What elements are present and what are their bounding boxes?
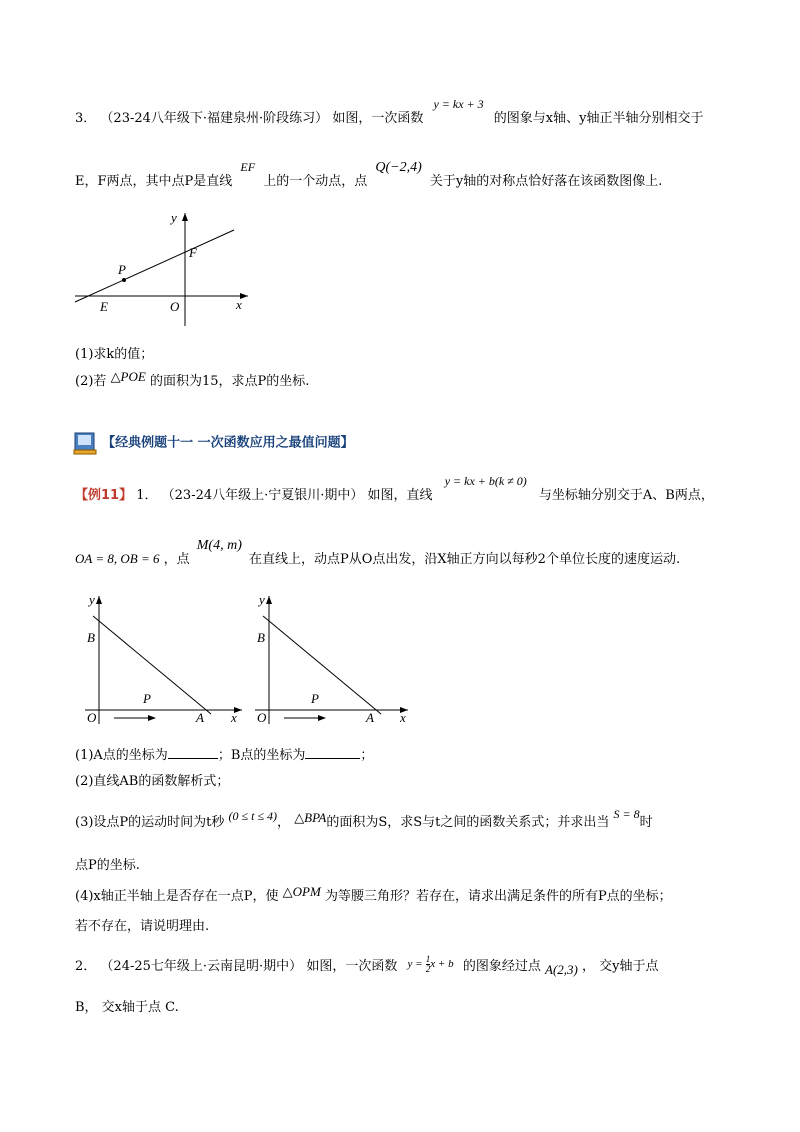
- y-axis-label: y: [171, 210, 177, 225]
- problem-2-line1: [75, 953, 659, 977]
- label-p: P: [118, 262, 126, 277]
- equation: y = kx + b(k ≠ 0): [444, 474, 527, 488]
- y-axis-label: y: [259, 592, 265, 607]
- section-title: 【经典例题十一 一次函数应用之最值问题】: [102, 435, 354, 451]
- problem-number: 2．: [75, 959, 97, 974]
- label-p: P: [311, 691, 319, 706]
- line-ef: [75, 230, 234, 302]
- question-text: 点P的坐标.: [75, 858, 140, 873]
- line-ab: [263, 616, 381, 714]
- question-text: 为等腰三角形？若存在，请求出满足条件的所有P点的坐标；: [324, 889, 672, 904]
- question-text: (1)求k的值；: [75, 347, 154, 362]
- example-11-line2: [75, 538, 681, 570]
- question-2: [75, 772, 229, 792]
- problem-3-line2: [75, 160, 663, 192]
- time-range: (0 ≤ t ≤ 4): [228, 809, 278, 823]
- label-o: O: [170, 299, 180, 314]
- question-3: [75, 807, 653, 833]
- question-text: 若不存在，请说明理由.: [75, 919, 210, 934]
- label-a: A: [196, 710, 204, 725]
- problem-text: 的图象经过点: [462, 959, 541, 974]
- y-axis-label: y: [89, 592, 95, 607]
- question-text: 的面积为15，求点P的坐标.: [149, 374, 310, 389]
- point-a: A(2,3): [545, 962, 578, 977]
- problem-text: B， 交x轴于点 C.: [75, 1000, 179, 1015]
- equation: y = kx + 3: [433, 97, 484, 111]
- problem-3-line1: [75, 97, 704, 129]
- label-p: P: [143, 691, 151, 706]
- point-m: M(4, m): [196, 538, 242, 553]
- label-o: O: [257, 710, 267, 725]
- label-b: B: [87, 630, 95, 645]
- problem-text: 的图象与x轴、y轴正半轴分别相交于: [493, 111, 704, 126]
- problem-2-line2: [75, 998, 179, 1018]
- problem-text: ， 交y轴于点: [582, 959, 659, 974]
- question-text: (4)x轴正半轴上是否存在一点P，使: [75, 889, 279, 904]
- line-label: EF: [240, 160, 256, 174]
- problem-text: 如图，一次函数: [332, 111, 424, 126]
- question-text: ；B点的坐标为: [217, 748, 306, 763]
- problem-text: 关于y轴的对称点恰好落在该函数图像上.: [429, 174, 663, 189]
- book-icon: [72, 430, 98, 456]
- problem-text: ，点: [163, 552, 190, 567]
- point-p-dot: [122, 278, 126, 282]
- figure-line-ef: [70, 205, 255, 330]
- question-text: 时: [639, 815, 653, 830]
- question-text: (2)若: [75, 374, 107, 389]
- point-q: Q(−2,4): [375, 160, 422, 175]
- fraction-denominator: 2: [425, 963, 431, 974]
- figure-left: [80, 588, 250, 728]
- question-4-cont: [75, 917, 209, 937]
- question-text: ，: [277, 815, 291, 830]
- question-3-cont: [75, 856, 140, 876]
- question-text: (3)设点P的运动时间为t秒: [75, 815, 225, 830]
- section-header: [72, 430, 354, 456]
- problem-text: 在直线上，动点P从O点出发，沿X轴正方向以每秒2个单位长度的速度运动.: [249, 552, 681, 567]
- triangle-poe: △POE: [110, 369, 146, 384]
- question-text: (2)直线AB的函数解析式；: [75, 774, 230, 789]
- label-o: O: [87, 710, 97, 725]
- example-11-line1: [75, 474, 714, 506]
- answer-blank[interactable]: [168, 746, 218, 759]
- question-text: ；: [360, 748, 374, 763]
- label-a: A: [366, 710, 374, 725]
- x-axis-label: x: [231, 710, 237, 725]
- line-ab: [93, 616, 211, 714]
- problem-text: E，F两点，其中点P是直线: [75, 174, 233, 189]
- x-axis-label: x: [236, 297, 242, 312]
- equation-lhs: y =: [407, 958, 423, 970]
- problem-number: 3．: [75, 111, 97, 126]
- figure-right: [250, 588, 420, 728]
- triangle-opm: △OPM: [282, 884, 321, 899]
- question-4: [75, 886, 672, 907]
- answer-blank[interactable]: [305, 746, 360, 759]
- problem-text: 上的一个动点，点: [263, 174, 368, 189]
- question-1: [75, 746, 373, 766]
- x-axis-label: x: [400, 710, 406, 725]
- example-label: 【例11】: [75, 488, 133, 503]
- question-text: 的面积为S，求S与t之间的函数关系式；并求出当: [326, 815, 610, 830]
- question-2: [75, 371, 309, 392]
- equation: [407, 953, 456, 974]
- label-f: F: [189, 245, 197, 260]
- question-1: [75, 345, 153, 365]
- problem-text: 如图，一次函数: [306, 959, 398, 974]
- s-value: S = 8: [613, 807, 640, 821]
- problem-source: （24-25七年级上·云南昆明·期中）: [100, 959, 303, 974]
- label-b: B: [257, 630, 265, 645]
- fraction-numerator: 1: [425, 953, 431, 964]
- problem-text: 与坐标轴分别交于A、B两点，: [538, 488, 714, 503]
- problem-text: 如图，直线: [367, 488, 433, 503]
- lengths: OA = 8, OB = 6: [75, 551, 160, 566]
- triangle-bpa: △BPA: [294, 810, 327, 825]
- question-text: (1)A点的坐标为: [75, 748, 168, 763]
- problem-source: （23-24八年级下·福建泉州·阶段练习）: [100, 111, 329, 126]
- problem-source: （23-24八年级上·宁夏银川·期中）: [161, 488, 364, 503]
- equation-rhs: x + b: [430, 958, 454, 970]
- label-e: E: [100, 299, 108, 314]
- problem-number: 1．: [136, 488, 158, 503]
